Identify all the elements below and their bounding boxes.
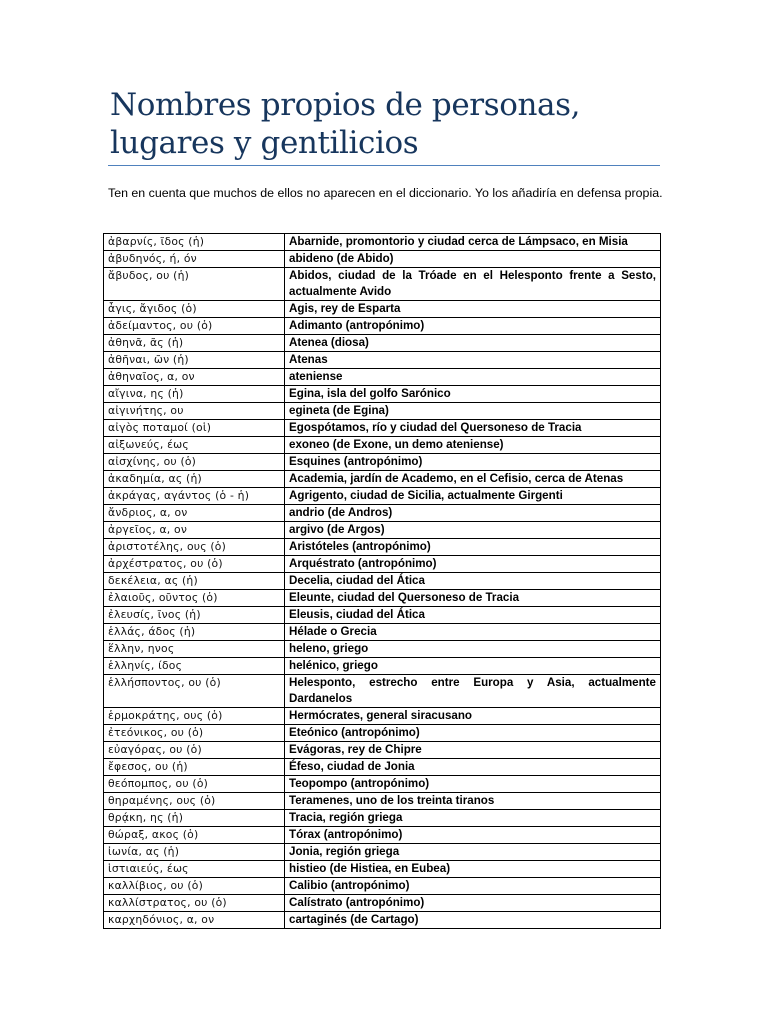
spanish-translation-cell: Evágoras, rey de Chipre (285, 742, 661, 759)
greek-term-cell: ἀρχέστρατος, ου (ὁ) (104, 556, 285, 573)
table-row (104, 895, 661, 912)
spanish-translation-cell: Teramenes, uno de los treinta tiranos (285, 793, 661, 810)
table-row (104, 573, 661, 590)
greek-term-cell: ἀριστοτέλης, ους (ὁ) (104, 539, 285, 556)
spanish-translation-cell: argivo (de Argos) (285, 522, 661, 539)
greek-term-cell: εὐαγόρας, ου (ὁ) (104, 742, 285, 759)
vocabulary-table-body (104, 234, 661, 929)
spanish-translation-cell: Agrigento, ciudad de Sicilia, actualmente Girgenti (285, 488, 661, 505)
greek-term-cell: ἄνδριος, α, ον (104, 505, 285, 522)
spanish-translation-cell: Éfeso, ciudad de Jonia (285, 759, 661, 776)
spanish-translation-cell: helénico, griego (285, 658, 661, 675)
spanish-translation-cell: Egospótamos, río y ciudad del Quersoneso de Tracia (285, 420, 661, 437)
table-row (104, 810, 661, 827)
greek-term-cell: ἀργεῖος, α, ον (104, 522, 285, 539)
table-row (104, 369, 661, 386)
page-title-line-1: Nombres propios de personas, (110, 87, 581, 123)
spanish-translation-cell: cartaginés (de Cartago) (285, 912, 661, 929)
greek-term-cell: δεκέλεια, ας (ἡ) (104, 573, 285, 590)
spanish-translation-cell: abideno (de Abido) (285, 251, 661, 268)
table-row (104, 234, 661, 251)
greek-term-cell: ἔφεσος, ου (ἡ) (104, 759, 285, 776)
spanish-translation-cell: egineta (de Egina) (285, 403, 661, 420)
table-row (104, 912, 661, 929)
table-row (104, 742, 661, 759)
greek-term-cell: αἰσχίνης, ου (ὁ) (104, 454, 285, 471)
table-row (104, 759, 661, 776)
greek-term-cell: ἄβυδος, ου (ἡ) (104, 268, 285, 301)
table-row (104, 878, 661, 895)
spanish-translation-cell: Teopompo (antropónimo) (285, 776, 661, 793)
table-row (104, 505, 661, 522)
table-row (104, 437, 661, 454)
spanish-translation-cell: andrio (de Andros) (285, 505, 661, 522)
spanish-translation-cell: ateniense (285, 369, 661, 386)
table-row (104, 725, 661, 742)
page-title-line-2: lugares y gentilicios (110, 125, 419, 161)
greek-term-cell: ἀβαρνίς, ῖδος (ἡ) (104, 234, 285, 251)
greek-term-cell: αἰξωνεύς, έως (104, 437, 285, 454)
spanish-translation-cell: Egina, isla del golfo Sarónico (285, 386, 661, 403)
table-row (104, 522, 661, 539)
table-row (104, 607, 661, 624)
greek-term-cell: ἀδείμαντος, ου (ὁ) (104, 318, 285, 335)
spanish-translation-cell: Abarnide, promontorio y ciudad cerca de Lámpsaco, en Misia (285, 234, 661, 251)
table-row (104, 403, 661, 420)
spanish-translation-cell: Eteónico (antropónimo) (285, 725, 661, 742)
table-row (104, 386, 661, 403)
spanish-translation-cell: Agis, rey de Esparta (285, 301, 661, 318)
table-row (104, 776, 661, 793)
greek-term-cell: καλλίστρατος, ου (ὁ) (104, 895, 285, 912)
greek-term-cell: ἀβυδηνός, ή, όν (104, 251, 285, 268)
table-row (104, 268, 661, 301)
greek-term-cell: ἑρμοκράτης, ους (ὁ) (104, 708, 285, 725)
table-row (104, 488, 661, 505)
table-row (104, 861, 661, 878)
table-row (104, 641, 661, 658)
greek-term-cell: ἑλλήσποντος, ου (ὁ) (104, 675, 285, 708)
greek-term-cell: ἆγις, ἄγιδος (ὁ) (104, 301, 285, 318)
spanish-translation-cell: heleno, griego (285, 641, 661, 658)
greek-term-cell: ἐλαιοῦς, οῦντος (ὁ) (104, 590, 285, 607)
spanish-translation-cell: Calístrato (antropónimo) (285, 895, 661, 912)
greek-term-cell: αἴγινα, ης (ἡ) (104, 386, 285, 403)
table-row (104, 301, 661, 318)
title-divider (108, 165, 660, 166)
greek-term-cell: θρᾴκη, ης (ἡ) (104, 810, 285, 827)
greek-term-cell: ἑλληνίς, ίδος (104, 658, 285, 675)
spanish-translation-cell: Aristóteles (antropónimo) (285, 539, 661, 556)
spanish-translation-cell: Eleusis, ciudad del Ática (285, 607, 661, 624)
table-row (104, 844, 661, 861)
table-row (104, 352, 661, 369)
greek-term-cell: ἀκαδημία, ας (ἡ) (104, 471, 285, 488)
greek-term-cell: ἱστιαιεύς, έως (104, 861, 285, 878)
table-row (104, 420, 661, 437)
spanish-translation-cell: Academia, jardín de Academo, en el Cefisio, cerca de Atenas (285, 471, 661, 488)
table-row (104, 658, 661, 675)
spanish-translation-cell: exoneo (de Exone, un demo ateniense) (285, 437, 661, 454)
table-row (104, 454, 661, 471)
table-row (104, 556, 661, 573)
greek-term-cell: αἰγινήτης, ου (104, 403, 285, 420)
greek-term-cell: ἀθηνᾶ, ᾶς (ἡ) (104, 335, 285, 352)
greek-term-cell: ἰωνία, ας (ἡ) (104, 844, 285, 861)
table-row (104, 318, 661, 335)
table-row (104, 793, 661, 810)
spanish-translation-cell: Helesponto, estrecho entre Europa y Asia, actualmente Dardanelos (285, 675, 661, 708)
greek-term-cell: ἑλλάς, άδος (ἡ) (104, 624, 285, 641)
vocabulary-table (103, 233, 661, 929)
greek-term-cell: ἀκράγας, αγάντος (ὁ - ἡ) (104, 488, 285, 505)
greek-term-cell: ἀθηναῖος, α, ον (104, 369, 285, 386)
table-row (104, 675, 661, 708)
greek-term-cell: θεόπομπος, ου (ὁ) (104, 776, 285, 793)
greek-term-cell: ἕλλην, ηνος (104, 641, 285, 658)
spanish-translation-cell: Jonia, región griega (285, 844, 661, 861)
spanish-translation-cell: Calibio (antropónimo) (285, 878, 661, 895)
greek-term-cell: αἰγὸς ποταμοί (οἱ) (104, 420, 285, 437)
spanish-translation-cell: Atenas (285, 352, 661, 369)
spanish-translation-cell: histieo (de Histiea, en Eubea) (285, 861, 661, 878)
table-row (104, 708, 661, 725)
spanish-translation-cell: Tórax (antropónimo) (285, 827, 661, 844)
table-row (104, 624, 661, 641)
greek-term-cell: θηραμένης, ους (ὁ) (104, 793, 285, 810)
greek-term-cell: ἀθῆναι, ῶν (ἡ) (104, 352, 285, 369)
spanish-translation-cell: Hélade o Grecia (285, 624, 661, 641)
spanish-translation-cell: Decelia, ciudad del Ática (285, 573, 661, 590)
intro-paragraph: Ten en cuenta que muchos de ellos no aparecen en el diccionario. Yo los añadiría en defensa propia. (108, 186, 663, 200)
table-row (104, 471, 661, 488)
table-row (104, 827, 661, 844)
greek-term-cell: ἐλευσίς, ῖνος (ἡ) (104, 607, 285, 624)
greek-term-cell: καρχηδόνιος, α, ον (104, 912, 285, 929)
spanish-translation-cell: Abidos, ciudad de la Tróade en el Helesponto frente a Sesto, actualmente Avido (285, 268, 661, 301)
greek-term-cell: καλλίβιος, ου (ὁ) (104, 878, 285, 895)
spanish-translation-cell: Adimanto (antropónimo) (285, 318, 661, 335)
greek-term-cell: ἐτεόνικος, ου (ὁ) (104, 725, 285, 742)
spanish-translation-cell: Esquines (antropónimo) (285, 454, 661, 471)
table-row (104, 335, 661, 352)
spanish-translation-cell: Arquéstrato (antropónimo) (285, 556, 661, 573)
spanish-translation-cell: Tracia, región griega (285, 810, 661, 827)
spanish-translation-cell: Hermócrates, general siracusano (285, 708, 661, 725)
spanish-translation-cell: Eleunte, ciudad del Quersoneso de Tracia (285, 590, 661, 607)
spanish-translation-cell: Atenea (diosa) (285, 335, 661, 352)
page-title (110, 86, 670, 162)
table-row (104, 539, 661, 556)
table-row (104, 251, 661, 268)
greek-term-cell: θώραξ, ακος (ὁ) (104, 827, 285, 844)
table-row (104, 590, 661, 607)
